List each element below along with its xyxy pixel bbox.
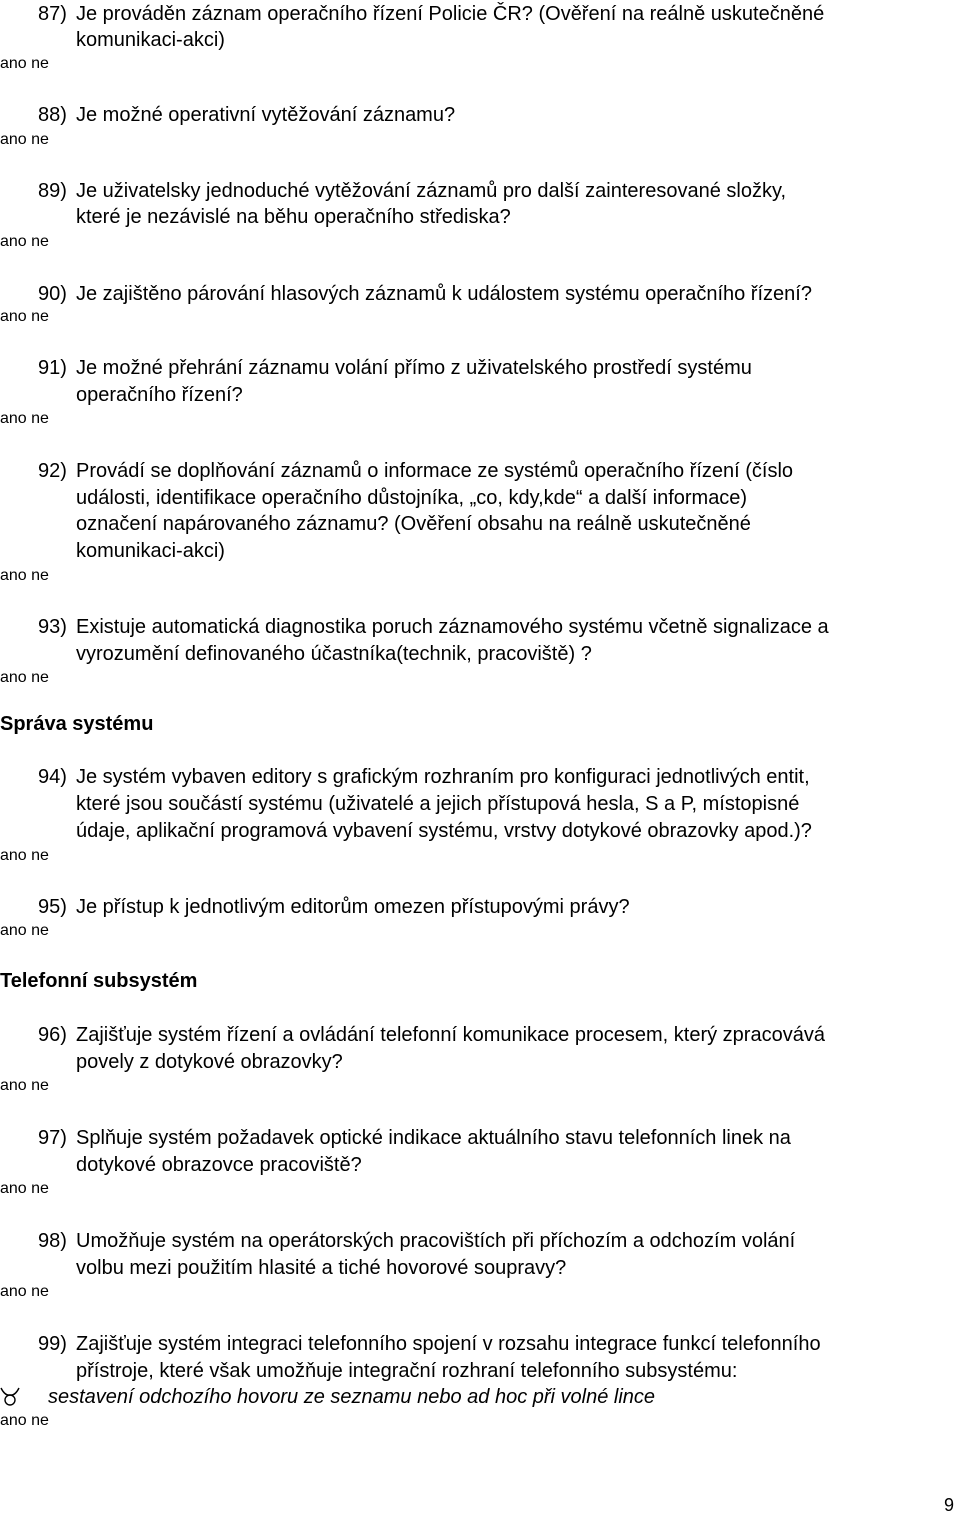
question-number: 87) [38, 3, 67, 25]
question-text-cont: operačního řízení? [76, 384, 243, 406]
page-number: 9 [943, 1495, 954, 1515]
question-number: 97) [38, 1127, 67, 1149]
question-text: Je přístup k jednotlivým editorům omezen přístupovými právy? [76, 896, 630, 918]
question-number: 90) [38, 283, 67, 305]
answer-options[interactable]: ano ne [0, 55, 49, 72]
question-text-cont: volbu mezi použitím hlasité a tiché hovorové soupravy? [76, 1257, 567, 1279]
question-87 [38, 1, 824, 27]
question-text-cont: dotykové obrazovce pracoviště? [76, 1154, 362, 1176]
question-text-cont: údaje, aplikační programová vybavení systému, vrstvy dotykové obrazovky apod.)? [76, 820, 812, 842]
question-91 [38, 355, 752, 381]
question-90 [38, 281, 812, 307]
question-text: Provádí se doplňování záznamů o informace ze systémů operačního řízení (číslo [76, 460, 794, 482]
question-number: 96) [38, 1024, 67, 1046]
section-heading-sprava: Správa systému [0, 713, 154, 735]
question-text-cont: vyrozumění definovaného účastníka(technik, pracoviště) ? [76, 643, 592, 665]
question-text: Je zajištěno párování hlasových záznamů k událostem systému operačního řízení? [76, 283, 812, 305]
answer-options[interactable]: ano ne [0, 131, 49, 148]
question-number: 98) [38, 1230, 67, 1252]
answer-options[interactable]: ano ne [0, 1077, 49, 1094]
question-92 [38, 458, 793, 484]
question-number: 99) [38, 1333, 67, 1355]
question-text: Je systém vybaven editory s grafickým rozhraním pro konfiguraci jednotlivých entit, [76, 766, 810, 788]
question-text: Splňuje systém požadavek optické indikace aktuálního stavu telefonních linek na [76, 1127, 791, 1149]
question-95 [38, 894, 630, 920]
question-number: 92) [38, 460, 67, 482]
question-text: Zajišťuje systém integraci telefonního spojení v rozsahu integrace funkcí telefonního [76, 1333, 821, 1355]
question-number: 93) [38, 616, 67, 638]
answer-options[interactable]: ano ne [0, 669, 49, 686]
question-text-cont: povely z dotykové obrazovky? [76, 1051, 343, 1073]
question-98 [38, 1228, 795, 1254]
question-text-cont: které je nezávislé na běhu operačního střediska? [76, 206, 511, 228]
answer-options[interactable]: ano ne [0, 1180, 49, 1197]
question-88 [38, 102, 455, 128]
question-99 [38, 1331, 821, 1357]
question-text-cont: které jsou součástí systému (uživatelé a jejich přístupová hesla, S a P, místopisné [76, 793, 800, 815]
answer-options[interactable]: ano ne [0, 233, 49, 250]
question-number: 89) [38, 180, 67, 202]
bullet-text: sestavení odchozího hovoru ze seznamu nebo ad hoc při volné lince [48, 1386, 656, 1408]
answer-options[interactable]: ano ne [0, 410, 49, 427]
question-96 [38, 1022, 825, 1048]
question-89 [38, 178, 786, 204]
question-number: 91) [38, 357, 67, 379]
question-text-cont: přístroje, které však umožňuje integrační rozhraní telefonního subsystému: [76, 1360, 738, 1382]
question-text: Zajišťuje systém řízení a ovládání telefonní komunikace procesem, který zpracovává [76, 1024, 825, 1046]
answer-options[interactable]: ano ne [0, 922, 49, 939]
question-number: 95) [38, 896, 67, 918]
bullet-item [0, 1384, 655, 1410]
question-text-cont: komunikaci-akci) [76, 540, 225, 562]
question-text-cont: komunikaci-akci) [76, 29, 225, 51]
answer-options[interactable]: ano ne [0, 567, 49, 584]
question-97 [38, 1125, 791, 1151]
question-text-cont: označení napárovaného záznamu? (Ověření obsahu na reálně uskutečněné [76, 513, 751, 535]
answer-options[interactable]: ano ne [0, 1283, 49, 1300]
question-text: Existuje automatická diagnostika poruch záznamového systému včetně signalizace a [76, 616, 829, 638]
question-text-cont: události, identifikace operačního důstojníka, „co, kdy,kde“ a další informace) [76, 487, 748, 509]
question-text: Je možné operativní vytěžování záznamu? [76, 104, 456, 126]
question-text: Je možné přehrání záznamu volání přímo z uživatelského prostředí systému [76, 357, 752, 379]
question-text: Je uživatelsky jednoduché vytěžování záznamů pro další zainteresované složky, [76, 180, 787, 202]
question-number: 88) [38, 104, 67, 126]
question-text: Umožňuje systém na operátorských pracovištích při příchozím a odchozím volání [76, 1230, 796, 1252]
taurus-bullet-icon [0, 1386, 20, 1406]
answer-options[interactable]: ano ne [0, 308, 49, 325]
question-94 [38, 764, 810, 790]
question-text: Je prováděn záznam operačního řízení Policie ČR? (Ověření na reálně uskutečněné [76, 3, 825, 25]
question-93 [38, 614, 829, 640]
section-heading-telefonni: Telefonní subsystém [0, 970, 198, 992]
answer-options[interactable]: ano ne [0, 1412, 49, 1429]
answer-options[interactable]: ano ne [0, 847, 49, 864]
question-number: 94) [38, 766, 67, 788]
